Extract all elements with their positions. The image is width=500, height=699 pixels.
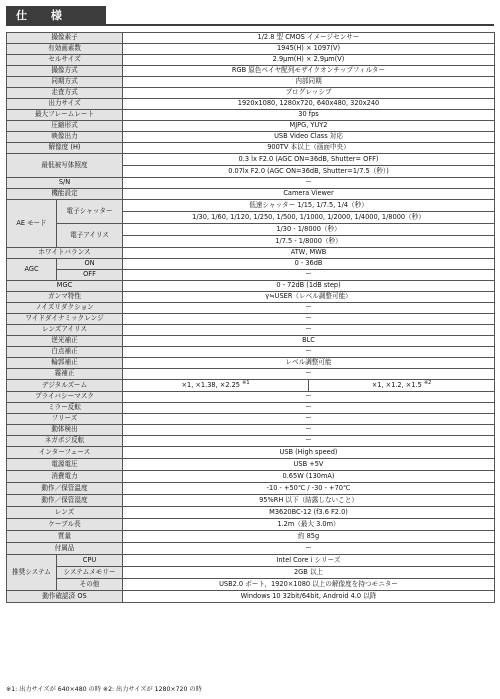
table-row xyxy=(7,392,495,403)
table-row xyxy=(7,459,495,471)
table-row xyxy=(7,507,495,519)
spec-value: 2.9μm(H) × 2.9μm(V) xyxy=(123,55,495,66)
spec-label: 質量 xyxy=(7,531,123,543)
spec-label: S/N xyxy=(7,178,123,189)
spec-label: 機能設定 xyxy=(7,189,123,200)
table-row xyxy=(7,567,495,579)
spec-label: 動作／保管温度 xyxy=(7,483,123,495)
table-row xyxy=(7,248,495,259)
spec-value: MJPG, YUY2 xyxy=(123,121,495,132)
spec-value: γ≒USER（レベル調整可能） xyxy=(123,292,495,303)
spec-value xyxy=(309,380,495,392)
spec-value: ATW, MWB xyxy=(123,248,495,259)
spec-table xyxy=(6,32,495,603)
spec-label: AE モード xyxy=(7,200,57,248)
spec-value: 低速シャッター 1/15, 1/7.5, 1/4（秒） xyxy=(123,200,495,212)
spec-label: 逆光補正 xyxy=(7,336,123,347)
zoom-note-2: ※2 xyxy=(423,380,432,387)
table-row xyxy=(7,347,495,358)
spec-label: ケーブル長 xyxy=(7,519,123,531)
spec-value: USB +5V xyxy=(123,459,495,471)
table-row xyxy=(7,336,495,347)
spec-sublabel: ON xyxy=(57,259,123,270)
spec-label: インターフェース xyxy=(7,447,123,459)
table-row xyxy=(7,425,495,436)
table-row xyxy=(7,579,495,591)
zoom-value-2: ×1, ×1.2, ×1.5 xyxy=(371,381,422,390)
spec-value: ー xyxy=(123,303,495,314)
spec-value: ー xyxy=(123,543,495,555)
spec-label: 消費電力 xyxy=(7,471,123,483)
spec-value: -10 - +50℃ / -30 - +70℃ xyxy=(123,483,495,495)
table-row xyxy=(7,154,495,166)
spec-value: 2GB 以上 xyxy=(123,567,495,579)
spec-label: ノイズリダクション xyxy=(7,303,123,314)
section-title: 仕 様 xyxy=(6,6,106,25)
spec-label: ホワイトバランス xyxy=(7,248,123,259)
spec-value: 1/30 - 1/8000（秒） xyxy=(123,224,495,236)
spec-label: 解像度 (H) xyxy=(7,143,123,154)
spec-sublabel: CPU xyxy=(57,555,123,567)
spec-label: セルサイズ xyxy=(7,55,123,66)
spec-value: USB Video Class 対応 xyxy=(123,132,495,143)
spec-label: ミラー反転 xyxy=(7,403,123,414)
table-row xyxy=(7,132,495,143)
table-row xyxy=(7,143,495,154)
spec-value: ー xyxy=(123,347,495,358)
spec-sublabel: OFF xyxy=(57,270,123,281)
table-row xyxy=(7,495,495,507)
spec-sublabel: その他 xyxy=(57,579,123,591)
spec-label: フリーズ xyxy=(7,414,123,425)
table-row xyxy=(7,447,495,459)
table-row xyxy=(7,270,495,281)
table-row xyxy=(7,325,495,336)
spec-label: 付属品 xyxy=(7,543,123,555)
spec-value: 0.3 lx F2.0 (AGC ON=36dB, Shutter= OFF) xyxy=(123,154,495,166)
spec-label: 圧縮形式 xyxy=(7,121,123,132)
spec-label: プライバシーマスク xyxy=(7,392,123,403)
spec-label: 走査方式 xyxy=(7,88,123,99)
table-row xyxy=(7,99,495,110)
table-row xyxy=(7,33,495,44)
spec-label: レンズ xyxy=(7,507,123,519)
title-rule xyxy=(6,24,494,26)
spec-value: プログレッシブ xyxy=(123,88,495,99)
table-row xyxy=(7,314,495,325)
footnote: ※1: 出力サイズが 640×480 の時 ※2: 出力サイズが 1280×720 の時 xyxy=(6,686,202,693)
spec-value: 約 85g xyxy=(123,531,495,543)
zoom-note-1: ※1 xyxy=(242,380,250,387)
spec-value: 0.65W (130mA) xyxy=(123,471,495,483)
spec-label: ネガポジ反転 xyxy=(7,436,123,447)
table-row xyxy=(7,414,495,425)
table-row xyxy=(7,55,495,66)
spec-label: 最大フレームレート xyxy=(7,110,123,121)
table-row xyxy=(7,121,495,132)
spec-label: 動体検出 xyxy=(7,425,123,436)
spec-value: ー xyxy=(123,325,495,336)
spec-value: 0 - 36dB xyxy=(123,259,495,270)
spec-sublabel: システムメモリー xyxy=(57,567,123,579)
spec-value: 内部同期 xyxy=(123,77,495,88)
spec-value: Windows 10 32bit/64bit, Android 4.0 以降 xyxy=(123,591,495,603)
spec-label: 霧補正 xyxy=(7,369,123,380)
spec-value: USB2.0 ポート，1920×1080 以上の解像度を持つモニター xyxy=(123,579,495,591)
table-row xyxy=(7,519,495,531)
table-row xyxy=(7,259,495,270)
table-row xyxy=(7,224,495,236)
spec-label: 映像出力 xyxy=(7,132,123,143)
spec-value: Camera Viewer xyxy=(123,189,495,200)
table-row xyxy=(7,403,495,414)
spec-value: 0.07lx F2.0 (AGC ON=36dB, Shutter=1/7.5（秒）) xyxy=(123,166,495,178)
table-row xyxy=(7,303,495,314)
spec-value: USB (High speed) xyxy=(123,447,495,459)
spec-label: 白点補正 xyxy=(7,347,123,358)
spec-value: BLC xyxy=(123,336,495,347)
spec-value: 1/2.8 型 CMOS イメージセンサー xyxy=(123,33,495,44)
spec-label: 動作確認済 OS xyxy=(7,591,123,603)
spec-value: ー xyxy=(123,314,495,325)
table-row xyxy=(7,543,495,555)
spec-value: Intel Core i シリーズ xyxy=(123,555,495,567)
table-row xyxy=(7,77,495,88)
table-row xyxy=(7,380,495,392)
spec-value: 1/7.5 - 1/8000（秒） xyxy=(123,236,495,248)
spec-label: 最低被写体照度 xyxy=(7,154,123,178)
spec-label: 出力サイズ xyxy=(7,99,123,110)
table-row xyxy=(7,66,495,77)
spec-value: ー xyxy=(123,270,495,281)
table-row xyxy=(7,471,495,483)
table-row xyxy=(7,555,495,567)
spec-value: ー xyxy=(123,436,495,447)
table-row xyxy=(7,483,495,495)
spec-label: 同期方式 xyxy=(7,77,123,88)
spec-label: デジタルズーム xyxy=(7,380,123,392)
table-row xyxy=(7,88,495,99)
table-row xyxy=(7,178,495,189)
table-row xyxy=(7,292,495,303)
spec-value: 95%RH 以下（結露しないこと） xyxy=(123,495,495,507)
spec-value: ー xyxy=(123,403,495,414)
spec-sublabel: 電子シャッター xyxy=(57,200,123,224)
table-row xyxy=(7,369,495,380)
spec-value: 1.2m（最大 3.0m） xyxy=(123,519,495,531)
table-row xyxy=(7,436,495,447)
spec-label: 撮像素子 xyxy=(7,33,123,44)
table-row xyxy=(7,281,495,292)
spec-value: ー xyxy=(123,178,495,189)
spec-value: 0 - 72dB (1dB step) xyxy=(123,281,495,292)
spec-value: 30 fps xyxy=(123,110,495,121)
spec-label: 推奨システム xyxy=(7,555,57,591)
table-row xyxy=(7,44,495,55)
spec-value xyxy=(123,380,309,392)
spec-label: 輪郭補正 xyxy=(7,358,123,369)
spec-value: M3620BC-12 (f3.6 F2.0) xyxy=(123,507,495,519)
spec-value: ー xyxy=(123,414,495,425)
spec-label: ガンマ特性 xyxy=(7,292,123,303)
spec-label: 有効画素数 xyxy=(7,44,123,55)
spec-label: レンズアイリス xyxy=(7,325,123,336)
spec-value: ー xyxy=(123,369,495,380)
spec-label: 撮像方式 xyxy=(7,66,123,77)
spec-value: 1920x1080, 1280x720, 640x480, 320x240 xyxy=(123,99,495,110)
spec-value: 1/30, 1/60, 1/120, 1/250, 1/500, 1/1000, 1/2000, 1/4000, 1/8000（秒） xyxy=(123,212,495,224)
spec-value: RGB 原色ベイヤ配列モザイクオンチップフィルター xyxy=(123,66,495,77)
table-row xyxy=(7,110,495,121)
spec-label: 電源電圧 xyxy=(7,459,123,471)
spec-value: 900TV 本以上（画面中央） xyxy=(123,143,495,154)
table-row xyxy=(7,200,495,212)
table-row xyxy=(7,591,495,603)
table-row xyxy=(7,531,495,543)
spec-value: レベル調整可能 xyxy=(123,358,495,369)
spec-label: MGC xyxy=(7,281,123,292)
spec-label: 動作／保管湿度 xyxy=(7,495,123,507)
spec-label: AGC xyxy=(7,259,57,281)
table-row xyxy=(7,189,495,200)
spec-value: 1945(H) × 1097(V) xyxy=(123,44,495,55)
table-row xyxy=(7,358,495,369)
spec-value: ー xyxy=(123,425,495,436)
spec-value: ー xyxy=(123,392,495,403)
spec-sublabel: 電子アイリス xyxy=(57,224,123,248)
zoom-value-1: ×1, ×1.38, ×2.25 xyxy=(181,381,241,390)
spec-label: ワイドダイナミックレンジ xyxy=(7,314,123,325)
